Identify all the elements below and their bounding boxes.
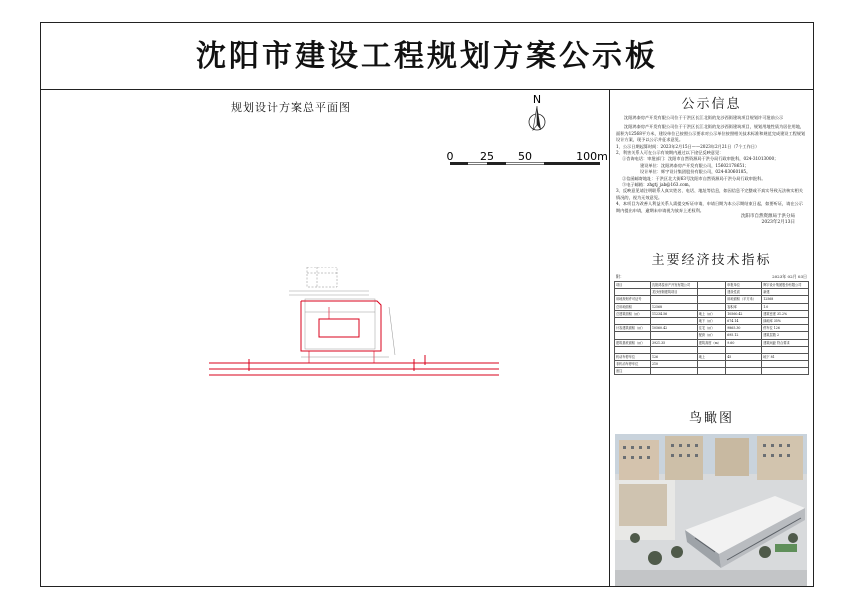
table-cell [650, 296, 697, 303]
table-cell: 备注 [615, 368, 651, 375]
table-cell: 11234.56 [650, 310, 697, 317]
notice-paragraph: ②信函邮寄地址：于洪区北大街63号沈阳市自然资源局于洪分局行政审批科。 [622, 175, 766, 181]
table-row [615, 353, 809, 360]
table-cell: 674.14 [726, 317, 762, 324]
table-header [614, 274, 809, 281]
table-cell [762, 368, 809, 375]
table-cell [697, 282, 726, 289]
table-cell: 地下（㎡） [697, 317, 726, 324]
table-cell [726, 368, 762, 375]
table-row [615, 310, 809, 317]
table-date: 2023年 02月 03日 [772, 274, 807, 279]
table-cell: 45 [726, 353, 762, 360]
notice-paragraph: 2、利害关系人可在公示有效期内通过以下途径反映意见： [616, 150, 724, 156]
aerial-title: 鸟瞰图 [688, 411, 734, 426]
table-cell [650, 332, 697, 339]
table-row [615, 289, 809, 296]
table-cell: 沈阳鸿泰房产开发有限公司 [650, 282, 697, 289]
table-row [615, 332, 809, 339]
table-cell: 新建 [762, 289, 809, 296]
notice-paragraph: 设计单位：辉宇设计集团股份有限公司，024-83060185。 [640, 169, 751, 175]
table-cell: 建筑高度（m） [697, 339, 726, 346]
table-cell: 用地面积（平方米） [726, 296, 762, 303]
site-plan-drawing [209, 267, 499, 397]
table-cell: 总建筑面积（㎡） [615, 310, 651, 317]
table-cell: 210 [650, 361, 697, 368]
table-cell: 10560.42 [650, 325, 697, 332]
table-cell [762, 361, 809, 368]
scale-label-100: 100m [576, 150, 608, 163]
notice-signature: 沈阳市自然资源局于洪分局 [741, 214, 795, 220]
table-row [615, 368, 809, 375]
notice-paragraph: 沈阳鸿泰房产开发有限公司位于于洪区长江北街的龙沙西街建筑项目规划许可批前公示 [624, 115, 784, 120]
info-panel [610, 89, 813, 587]
table-cell: 停车位 126 [762, 325, 809, 332]
title-band [41, 23, 813, 90]
table-cell: 建筑层数 2 [762, 332, 809, 339]
table-cell [650, 368, 697, 375]
table-cell: 建筑密度 31.2% [762, 310, 809, 317]
table-cell [697, 361, 726, 368]
table-cell: 1.0 [762, 303, 809, 310]
table-cell: 695.12 [726, 332, 762, 339]
table-cell: 机动车停车位 [615, 353, 651, 360]
north-label: N [532, 93, 542, 106]
table-cell: 总用地面积 [615, 303, 651, 310]
table-cell [697, 303, 726, 310]
table-cell: 地上 [697, 353, 726, 360]
table-row [615, 325, 809, 332]
indicators-table [614, 281, 809, 375]
table-cell: 容积率 [726, 303, 762, 310]
table-cell [697, 346, 726, 353]
table-cell [615, 346, 651, 353]
table-cell: 龙沙西街建筑项目 [650, 289, 697, 296]
table-cell: 地下 81 [762, 353, 809, 360]
table-cell: 10560.42 [726, 310, 762, 317]
table-cell [697, 296, 726, 303]
plan-title: 规划设计方案总平面图 [231, 101, 351, 114]
table-cell: 申报单位 [726, 282, 762, 289]
table-cell [726, 361, 762, 368]
scale-bar [446, 149, 611, 169]
table-row [615, 346, 809, 353]
table-row [615, 317, 809, 324]
scale-label-0: 0 [446, 150, 454, 163]
table-cell: 绿地率 35% [762, 317, 809, 324]
north-arrow-icon [524, 92, 550, 142]
table-cell [615, 317, 651, 324]
notice-paragraph: 沈阳鸿泰房产开发有限公司位于于洪区长江北街的龙沙西街建筑项目，规划用地性质为居住用地，面积为12568平方米，建设单位已按照公示要求对公示单位按照相关技术标准和规范完成建设工程规划设计方案，现予以公示并征求意见。 [616, 124, 806, 143]
table-cell: 地上（㎡） [697, 310, 726, 317]
table-cell: 非机动车停车位 [615, 361, 651, 368]
notice-section [610, 93, 813, 226]
table-cell: 配套（㎡） [697, 332, 726, 339]
table-cell: 项目 [615, 282, 651, 289]
table-row [615, 296, 809, 303]
notice-title: 公示信息 [681, 97, 742, 112]
indicators-title: 主要经济技术指标 [651, 253, 772, 268]
table-row [615, 361, 809, 368]
notice-date: 2023年2月13日 [761, 220, 795, 226]
table-cell [762, 346, 809, 353]
table-cell: 126 [650, 353, 697, 360]
table-cell [697, 368, 726, 375]
scale-label-50: 50 [518, 150, 532, 163]
notice-paragraph: ③电子邮箱：zhgtj_jab@163.com。 [622, 182, 693, 188]
notice-paragraph: 4、本项目为改善人利益关系人需提交听证申请，申请日期为本公示期结束日起，如要听证，请在公示期内提出申请，逾期未申请视为放弃上述权利。 [616, 201, 803, 213]
table-cell: 建设性质 [726, 289, 762, 296]
table-cell [650, 317, 697, 324]
table-cell: 9.60 [726, 339, 762, 346]
table-cell: 辉宇设计集团股份有限公司 [762, 282, 809, 289]
board-title: 沈阳市建设工程规划方案公示板 [196, 39, 658, 74]
notice-paragraph: ①咨询电话：审批部门：沈阳市自然资源局于洪分局行政审批科，024-31013000； [622, 156, 779, 162]
table-cell: 计容建筑面积（㎡） [615, 325, 651, 332]
table-row [615, 339, 809, 346]
indicators-section [610, 249, 813, 408]
table-cell: 建筑间距 符合要求 [762, 339, 809, 346]
notice-paragraph: 1、公示日期起算时间：2023年2月15日——2023年2月21日（7个工作日） [616, 143, 760, 149]
table-cell [726, 346, 762, 353]
table-row [615, 303, 809, 310]
notice-body [610, 115, 813, 214]
table-cell: 3921.35 [650, 339, 697, 346]
site-plan-panel [41, 89, 610, 587]
table-label: 附： [616, 274, 624, 279]
table-row [615, 282, 809, 289]
table-cell: 12568 [650, 303, 697, 310]
table-cell: 建筑基底面积（㎡） [615, 339, 651, 346]
aerial-illustration [615, 434, 807, 586]
table-cell [615, 289, 651, 296]
table-cell [615, 332, 651, 339]
table-cell: 9865.30 [726, 325, 762, 332]
aerial-photo [615, 434, 807, 586]
notice-board [40, 22, 814, 587]
notice-paragraph: 建设单位：沈阳鸿泰房产开发有限公司，15602178651； [640, 162, 749, 168]
table-cell: 12568 [762, 296, 809, 303]
table-cell [697, 289, 726, 296]
scale-label-25: 25 [480, 150, 494, 163]
aerial-section [610, 407, 813, 586]
indicators-table-wrap [614, 274, 809, 408]
notice-paragraph: 3、反映意见请注明联系人真实姓名、电话、地址等信息，如因信息不完整或不真实导致无法核实相关情况的，视为无效意见。 [616, 188, 803, 200]
table-cell [650, 346, 697, 353]
table-cell: 住宅（㎡） [697, 325, 726, 332]
table-cell: 用地规划许可证号 [615, 296, 651, 303]
